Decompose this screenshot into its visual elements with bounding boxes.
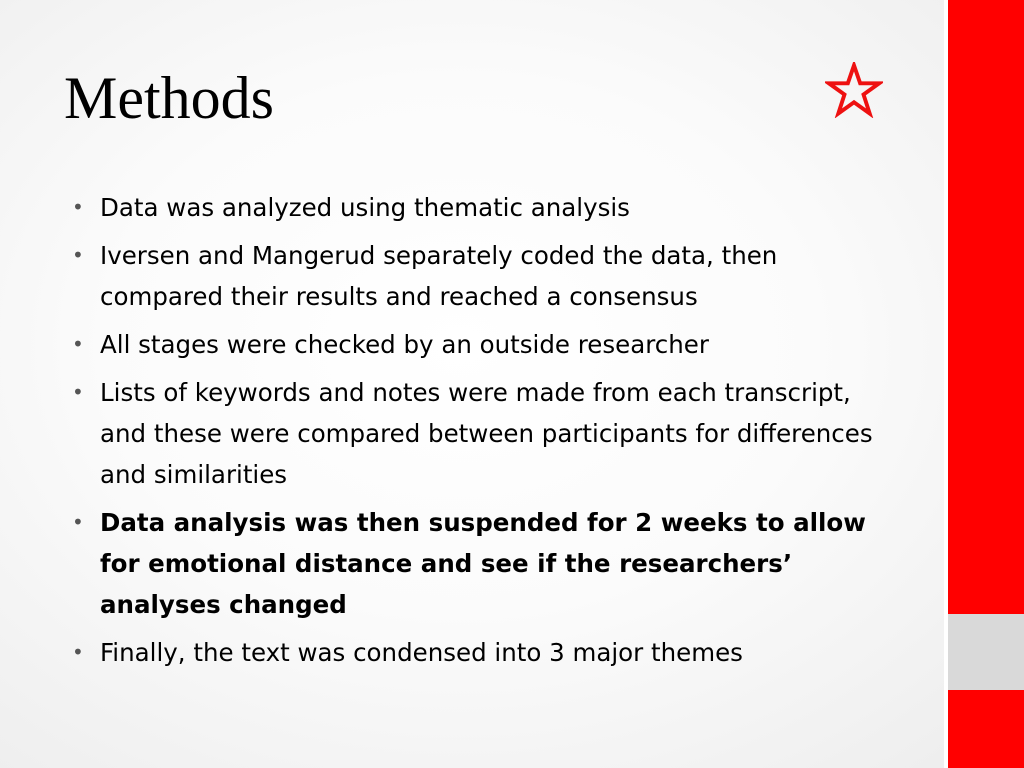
bullet-text: Data was analyzed using thematic analysis (100, 193, 630, 222)
bullet-text: All stages were checked by an outside researcher (100, 330, 709, 359)
bullet-text: Finally, the text was condensed into 3 major themes (100, 638, 743, 667)
bullet-list (70, 187, 890, 680)
bullet-item (70, 324, 890, 365)
bullet-text: Lists of keywords and notes were made from each transcript, and these were compared between participants for differences and similarities (100, 378, 873, 489)
bullet-dot: • (72, 195, 84, 219)
accent-bar-gray (948, 614, 1024, 690)
star-outline-icon (825, 62, 883, 118)
bullet-item (70, 632, 890, 673)
bullet-text: Iversen and Mangerud separately coded the data, then compared their results and reached a consensus (100, 241, 778, 311)
bullet-dot: • (72, 332, 84, 356)
bullet-item (70, 372, 890, 495)
bullet-dot: • (72, 510, 84, 534)
accent-bar-red-bottom (948, 690, 1024, 768)
bullet-dot: • (72, 380, 84, 404)
slide-title: Methods (64, 65, 274, 131)
bullet-item (70, 235, 890, 317)
bullet-item-emphasized (70, 502, 890, 625)
bullet-item (70, 187, 890, 228)
bullet-dot: • (72, 243, 84, 267)
bullet-dot: • (72, 640, 84, 664)
bullet-text: Data analysis was then suspended for 2 weeks to allow for emotional distance and see if the researchers’ analyses changed (100, 508, 866, 619)
accent-bar-red-top (948, 0, 1024, 614)
